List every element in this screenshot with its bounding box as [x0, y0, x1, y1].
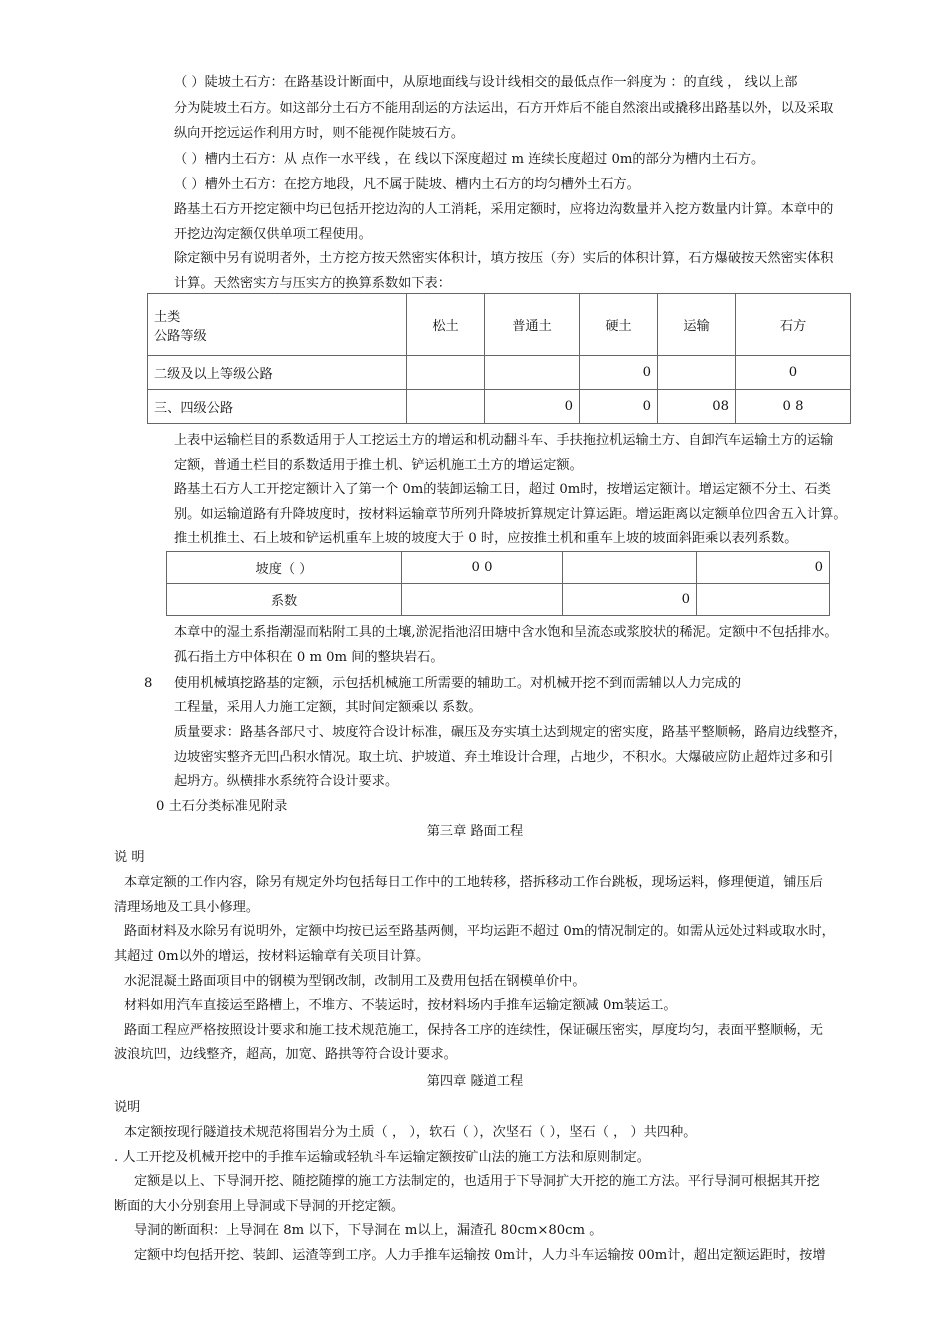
para-quality-line3: 起坍方。纵横排水系统符合设计要求。	[174, 774, 399, 789]
row-label: 二级及以上等级公路	[148, 356, 407, 390]
para-volume-line1: 除定额中另有说明者外，土方挖方按天然密实体积计，填方按压（夯）实后的体积计算，石方爆破按天然密实体积	[174, 251, 834, 266]
para-steep-slope-line1: （ ）陡坡土石方：在路基设计断面中，从原地面线与设计线相交的最低点作一斜度为 ：的直线 ， 线以上部	[174, 75, 798, 90]
table-cell	[402, 584, 563, 616]
table-header-row	[148, 294, 851, 356]
chapter3-heading: 说 明	[114, 850, 145, 865]
para-ditch-line1: 路基土石方开挖定额中均已包括开挖边沟的人工消耗，采用定额时，应将边沟数量并入挖方数量内计算。本章中的	[174, 202, 834, 217]
ch4-para3-line2: 断面的大小分别套用上导洞或下导洞的开挖定额。	[114, 1199, 405, 1214]
para-wet-soil: 本章中的湿土系指潮湿而粘附工具的土壤,淤泥指池沼田塘中含水饱和呈流态或浆胶状的稀泥。定额中不包括排水。	[174, 625, 838, 640]
para-boulder: 孤石指土方中体积在 0 m 0m 间的整块岩石。	[174, 650, 444, 665]
table-corner-header	[148, 294, 407, 356]
para-transport-line1: 上表中运输栏目的系数适用于人工挖运土方的增运和机动翻斗车、手扶拖拉机运输土方、自卸汽车运输土方的运输	[174, 433, 834, 448]
header-soil-type: 土类	[154, 309, 181, 325]
row-label: 坡度（ ）	[167, 552, 402, 584]
para-manual-line2: 别。如运输道路有升降坡度时，按材料运输章节所列升降坡折算规定计算运距。增运距离以定额单位四舍五入计算。	[174, 507, 847, 522]
table-cell: 0 8	[736, 390, 851, 424]
table-cell	[407, 356, 485, 390]
table-cell: 0	[580, 390, 658, 424]
para-steep-slope-line3: 纵向开挖远运作利用方时，则不能视作陡坡石方。	[174, 126, 465, 141]
row-label: 三、四级公路	[148, 390, 407, 424]
para-manual-line1: 路基土石方人工开挖定额计入了第一个 0m的装卸运输工日，超过 0m时，按增运定额计。增运定额不分土、石类	[174, 482, 831, 497]
chapter3-title: 第三章 路面工程	[426, 824, 524, 839]
row-label: 系数	[167, 584, 402, 616]
para-appendix: 0 土石分类标准见附录	[156, 799, 288, 814]
col-header: 石方	[736, 294, 851, 356]
table-cell	[697, 584, 830, 616]
item-number: 8	[144, 676, 153, 691]
table-cell	[563, 552, 697, 584]
table-cell: 0	[736, 356, 851, 390]
ch3-para3: 水泥混凝土路面项目中的钢模为型钢改制，改制用工及费用包括在钢模单价中。	[124, 974, 586, 989]
ch3-para1-line1: 本章定额的工作内容，除另有规定外均包括每日工作中的工地转移，搭拆移动工作台跳板，现场运料，修理便道，铺压后	[124, 875, 823, 890]
table-row	[167, 584, 830, 616]
table-cell	[658, 356, 736, 390]
table-cell: 08	[658, 390, 736, 424]
chapter4-heading: 说明	[114, 1100, 141, 1115]
ch4-para3-line1: 定额是以上、下导洞开挖、随挖随撑的施工方法制定的，也适用于下导洞扩大开挖的施工方法。平行导洞可根据其开挖	[134, 1174, 820, 1189]
para-slope-factor: 推土机推土、石上坡和铲运机重车上坡的坡度大于 0 时，应按推土机和重车上坡的坡面斜距乘以表列系数。	[174, 531, 798, 546]
table-cell: 0	[580, 356, 658, 390]
chapter4-title: 第四章 隧道工程	[426, 1074, 524, 1089]
para-trench-inner: （ ）槽内土石方：从 点作一水平线 ，在 线以下深度超过 m 连续长度超过 0m的部分为槽内土石方。	[174, 152, 765, 167]
ch3-para5-line1: 路面工程应严格按照设计要求和施工技术规范施工，保持各工序的连续性，保证碾压密实，厚度均匀，表面平整顺畅，无	[124, 1023, 823, 1038]
table-row	[148, 390, 851, 424]
para-quality-line2: 边坡密实整齐无凹凸积水情况。取土坑、护坡道、弃土堆设计合理，占地少，不积水。大爆破应防止超炸过多和引	[174, 750, 834, 765]
table-cell	[407, 390, 485, 424]
ch3-para2-line2: 其超过 0m以外的增运，按材料运输章有关项目计算。	[114, 949, 430, 964]
ch3-para5-line2: 波浪坑凹，边线整齐，超高，加宽、路拱等符合设计要求。	[114, 1047, 457, 1062]
table-cell	[485, 356, 580, 390]
ch3-para4: 材料如用汽车直接运至路槽上，不堆方、不装运时，按材料场内手推车运输定额减 0m装运工。	[124, 998, 677, 1013]
ch3-para2-line1: 路面材料及水除另有说明外，定额中均按已运至路基两侧，平均运距不超过 0m的情况制定的。如需从远处过料或取水时，	[124, 924, 835, 939]
para-machine-line2: 工程量，采用人力施工定额，其时间定额乘以 系数。	[174, 700, 482, 715]
ch4-para4: 导洞的断面积：上导洞在 8m 以下，下导洞在 m以上，漏渣孔 80cm×80cm 。	[134, 1223, 603, 1238]
header-road-grade: 公路等级	[154, 328, 207, 344]
col-header: 硬土	[580, 294, 658, 356]
para-machine-line1: 使用机械填挖路基的定额，示包括机械施工所需要的辅助工。对机械开挖不到而需辅以人力完成的	[174, 676, 742, 691]
table-row	[167, 552, 830, 584]
para-transport-line2: 定额，普通土栏目的系数适用于推土机、铲运机施工土方的增运定额。	[174, 458, 583, 473]
table-row	[148, 356, 851, 390]
table-cell: 0	[485, 390, 580, 424]
table-cell: 0 0	[402, 552, 563, 584]
col-header: 运输	[658, 294, 736, 356]
ch3-para1-line2: 清理场地及工具小修理。	[114, 900, 260, 915]
col-header: 松土	[407, 294, 485, 356]
table-cell: 0	[697, 552, 830, 584]
para-steep-slope-line2: 分为陡坡土石方。如这部分土石方不能用刮运的方法运出，石方开炸后不能自然滚出或撬移出路基以外，以及采取	[174, 101, 834, 116]
ch4-para2: . 人工开挖及机械开挖中的手推车运输或轻轨斗车运输定额按矿山法的施工方法和原则制定。	[114, 1150, 650, 1165]
table-cell: 0	[563, 584, 697, 616]
col-header: 普通土	[485, 294, 580, 356]
para-quality-line1: 质量要求：路基各部尺寸、坡度符合设计标准，碾压及夯实填土达到规定的密实度，路基平整顺畅，路肩边线整齐，	[174, 725, 847, 740]
para-ditch-line2: 开挖边沟定额仅供单项工程使用。	[174, 227, 372, 242]
ch4-para1: 本定额按现行隧道技术规范将围岩分为土质（ ， ），软石（ ），次坚石（ ），坚石（ ， ）共四种。	[124, 1125, 697, 1140]
para-trench-outer: （ ）槽外土石方：在挖方地段，凡不属于陡坡、槽内土石方的均匀槽外土石方。	[174, 177, 640, 192]
ch4-para5: 定额中均包括开挖、装卸、运渣等到工序。人力手推车运输按 0m计，人力斗车运输按 00m计，超出定额运距时，按增	[134, 1248, 826, 1263]
slope-factor-table	[166, 551, 830, 616]
para-volume-line2: 计算。天然密实方与压实方的换算系数如下表：	[174, 276, 451, 291]
conversion-table	[147, 293, 851, 424]
